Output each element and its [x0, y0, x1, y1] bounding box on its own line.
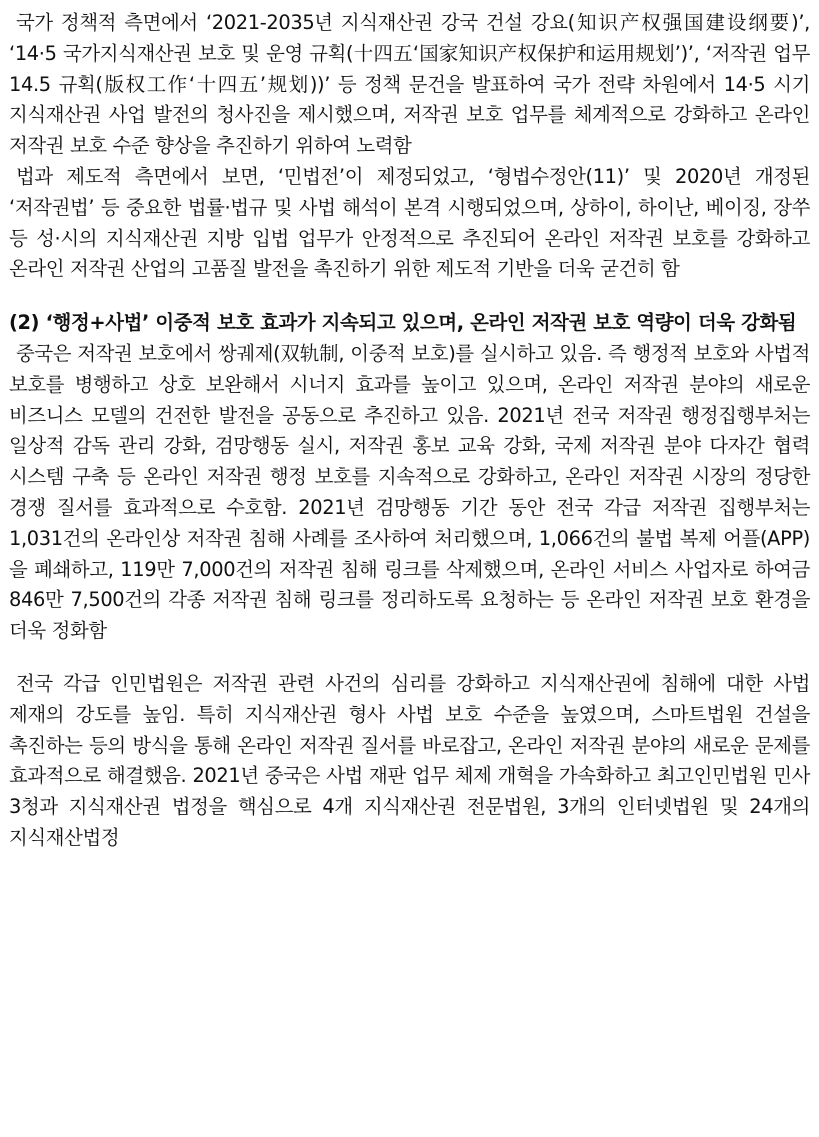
- paragraph-courts: 전국 각급 인민법원은 저작권 관련 사건의 심리를 강화하고 지식재산권에 침해에 대한 사법 제재의 강도를 높임. 특히 지식재산권 형사 사법 보호 수준을 높였으며, 스마트법원 건설을 촉진하는 등의 방식을 통해 온라인 저작권 질서를 바로잡고, 온라인 저작권 분야의 새로운 문제를 효과적으로 해결했음. 2021년 중국은 사법 재판 업무 체제 개혁을 가속화하고 최고인민법원 민사 3청과 지식재산권 법정을 핵심으로 4개 지식재산권 전문법원, 3개의 인터넷법원 및 24개의 지식재산법정: [9, 671, 810, 849]
- paragraph-policy: 국가 정책적 측면에서 ‘2021-2035년 지식재산권 강국 건설 강요(知识产权强国建设纲要)’, ‘14·5 국가지식재산권 보호 및 운영 규획(十四五‘国家知识产权保护和运用规划’)’, ‘저작권 업무 14.5 규획(版权工作‘十四五’规划))’ 등 정책 문건을 발표하여 국가 전략 차원에서 14·5 시기 지식재산권 사업 발전의 청사진을 제시했으며, 저작권 보호 업무를 체계적으로 강화하고 온라인 저작권 보호 수준 향상을 추진하기 위하여 노력함: [9, 11, 810, 158]
- paragraph-dual-protection: 중국은 저작권 보호에서 쌍궤제(双轨制, 이중적 보호)를 실시하고 있음. 즉 행정적 보호와 사법적 보호를 병행하고 상호 보완해서 시너지 효과를 높이고 있으며, 온라인 저작권 분야의 새로운 비즈니스 모델의 건전한 발전을 공동으로 추진하고 있음. 2021년 전국 저작권 행정집행부처는 일상적 감독 관리 강화, 검망행동 실시, 저작권 홍보 교육 강화, 국제 저작권 분야 다자간 협력 시스템 구축 등 온라인 저작권 행정 보호를 지속적으로 강화하고, 온라인 저작권 시장의 정당한 경쟁 질서를 효과적으로 수호함. 2021년 검망행동 기간 동안 전국 각급 저작권 집행부처는 1,031건의 온라인상 저작권 침해 사례를 조사하여 처리했으며, 1,066건의 불법 복제 어플(APP)을 폐쇄하고, 119만 7,000건의 저작권 침해 링크를 삭제했으며, 온라인 서비스 사업자로 하여금 846만 7,500건의 각종 저작권 침해 링크를 정리하도록 요청하는 등 온라인 저작권 보호 환경을 더욱 정화함: [9, 341, 810, 643]
- paragraph-spacer: [9, 285, 810, 308]
- section-heading: (2) ‘행정+사법’ 이중적 보호 효과가 지속되고 있으며, 온라인 저작권 보호 역량이 더욱 강화됨: [9, 311, 797, 335]
- paragraph-law: 법과 제도적 측면에서 보면, ‘민법전’이 제정되었고, ‘형법수정안(11)’ 및 2020년 개정된 ‘저작권법’ 등 중요한 법률·법규 및 사법 해석이 본격 시행되었으며, 상하이, 하이난, 베이징, 장쑤 등 성·시의 지식재산권 지방 입법 업무가 안정적으로 추진되어 온라인 저작권 보호를 강화하고 온라인 저작권 산업의 고품질 발전을 촉진하기 위한 제도적 기반을 더욱 굳건히 함: [9, 164, 810, 281]
- paragraph-spacer: [9, 647, 810, 669]
